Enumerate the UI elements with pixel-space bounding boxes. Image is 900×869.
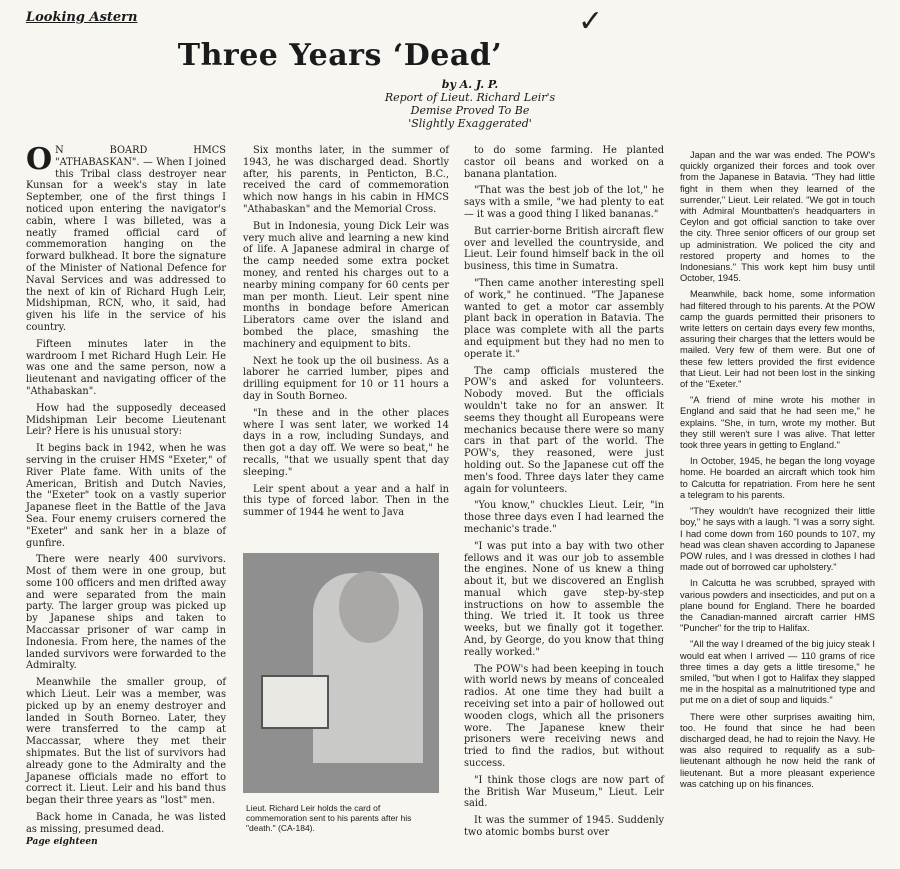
column-3	[464, 145, 664, 844]
column-2	[243, 145, 449, 524]
article-photo	[243, 553, 439, 793]
paragraph: "In these and in the other places where I was sent later, we worked 14 days in a row, including Sundays, and then got a day off. We were so beat," he recalls, "that we usually spent that day sleeping."	[243, 407, 449, 478]
section-heading: Looking Astern	[26, 10, 138, 25]
column-4	[680, 150, 875, 795]
paragraph: "They wouldn't have recognized their little boy," he says with a laugh. "I was a sorry sight. I had come down from 160 pounds to 107, my head was clean shaven according to Japanese POW rules, and I was dressed in clothes I had made out of borrowed car upholstery."	[680, 506, 875, 573]
subtitle-line: Report of Lieut. Richard Leir's	[384, 91, 556, 104]
subtitle-line: Demise Proved To Be	[410, 104, 530, 117]
photo-card	[261, 675, 329, 729]
photo-caption: Lieut. Richard Leir holds the card of commemoration sent to his parents after his "death." (CA-184).	[246, 803, 412, 833]
paragraph: There were nearly 400 survivors. Most of them were in one group, but some 100 officers and men drifted away and were separated from the main party. The larger group was picked up by Japanese ships and taken to Maccassar prisoner of war camp in Indonesia. From here, the names of the landed survivors were forwarded to the Admiralty.	[26, 554, 226, 672]
paragraph: "Then came another interesting spell of work," he continued. "The Japanese wanted to get a motor car assembly plant back in operation in Batavia. The place was complete with all the parts and equipment but they had no men to operate it."	[464, 277, 664, 360]
paragraph: Next he took up the oil business. As a laborer he carried lumber, pipes and drilling equipment for 10 or 11 hours a day in South Borneo.	[243, 355, 449, 402]
paragraph: O N BOARD HMCS "ATHABASKAN". — When I joined this Tribal class destroyer near Kunsan for a week's stay in late September, one of the first things I noticed upon entering the navigator's cabin, where I was billeted, was a neatly framed official card of commemoration hanging on the forward bulkhead. It bore the signature of the Minister of National Defence for Naval Services and was addressed to the next of kin of Richard Hugh Leir, Midshipman, RCN, who, it said, had given his life in the service of his country.	[26, 142, 226, 333]
paragraph: Japan and the war was ended. The POW's quickly organized their forces and took over from the Japanese in Batavia. "They had little fight in them when they learned of the surrender," Lieut. Leir related. "We got in touch with Admiral Mountbatten's headquarters in Ceylon and got official sanction to take over the city. Three senior officers of our group set up administration. We policed the city and restored property and homes to the Indonesians." This work kept him busy until October, 1945.	[680, 150, 875, 284]
paragraph: How had the supposedly deceased Midshipman Leir become Lieutenant Leir? Here is his unusual story:	[26, 402, 226, 438]
column-1	[26, 142, 226, 841]
paragraph: "A friend of mine wrote his mother in England and said that he had seen me," he explains. "She, in turn, wrote my mother. But they still weren't sure I was alive. That letter took three years in getting to England."	[680, 395, 875, 451]
paragraph: It begins back in 1942, when he was serving in the cruiser HMS "Exeter," of River Plate fame. With units of the American, British and Dutch Navies, the "Exeter" took on a vastly superior Japanese fleet in the Battle of the Java Sea. Four enemy cruisers cornered the "Exeter" and sank her in a blaze of gunfire.	[26, 443, 226, 549]
paragraph: But in Indonesia, young Dick Leir was very much alive and learning a new kind of life. A Japanese admiral in charge of the camp needed some extra pocket money, and rented his charges out to a nearby mining company for 60 cents per man per month. Lieut. Leir spent nine months in bondage before American Liberators came over the island and bombed the place, smashing the machinery and equipment to bits.	[243, 220, 449, 350]
article-title: Three Years ‘Dead’	[177, 38, 503, 73]
paragraph: The POW's had been keeping in touch with world news by means of concealed radios. At one time they had built a receiving set into a pair of hollowed out wooden clogs, which all the prisoners wore. The Japanese knew their prisoners were receiving news and tried to find the radios, but without success.	[464, 663, 664, 770]
photo-head	[339, 571, 399, 643]
paragraph: It was the summer of 1945. Suddenly two atomic bombs burst over	[464, 815, 664, 839]
drop-cap: O	[26, 142, 53, 177]
paragraph: Leir spent about a year and a half in this type of forced labor. Then in the summer of 1944 he went to Java	[243, 483, 449, 519]
paragraph: "That was the best job of the lot," he says with a smile, "we had plenty to eat — it was a good thing I liked bananas."	[464, 185, 664, 220]
paragraph: Fifteen minutes later in the wardroom I met Richard Hugh Leir. He was one and the same person, now a lieutenant and navigating officer of the "Athabaskan".	[26, 338, 226, 397]
paragraph: "I think those clogs are now part of the British War Museum," Lieut. Leir said.	[464, 774, 664, 810]
byline	[260, 78, 680, 130]
paragraph: The camp officials mustered the POW's and asked for volunteers. Nobody moved. But the officials wouldn't take no for an answer. It seems they thought all Europeans were mechanics because there were so many cars in that part of the world. The POW's, they reasoned, were just holding out. So the Japanese cut off the men's food. Three days later they came again for volunteers.	[464, 365, 664, 495]
paragraph: Meanwhile, back home, some information had filtered through to his parents. At the POW camp the guards permitted their prisoners to write letters on certain days every few months, assuring their charges that the letters would be mailed. Very few of them were. But one of these few letters provided the first evidence that Lieut. Leir had not been lost in the sinking of the "Exeter."	[680, 289, 875, 390]
checkmark-icon: ✓	[578, 4, 604, 39]
subtitle-line: 'Slightly Exaggerated'	[408, 117, 532, 130]
page-footer: Page eighteen	[26, 837, 98, 847]
paragraph: to do some farming. He planted castor oil beans and worked on a banana plantation.	[464, 145, 664, 180]
paragraph: Six months later, in the summer of 1943, he was discharged dead. Shortly after, his parents, in Penticton, B.C., received the card of commemoration which now hangs in his cabin in HMCS "Athabaskan" and the Memorial Cross.	[243, 145, 449, 215]
paragraph: But carrier-borne British aircraft flew over and levelled the countryside, and Lieut. Leir found himself back in the oil business, this time in Sumatra.	[464, 225, 664, 273]
paragraph: There were other surprises awaiting him, too. He found that since he had been discharged dead, he had to rejoin the Navy. He was also required to requalify as a sub-lieutenant although he now held the rank of lieutenant. But a more pleasant experience was catching up on his finances.	[680, 711, 875, 789]
paragraph: "You know," chuckles Lieut. Leir, "in those three days even I had learned the mechanic's trade."	[464, 500, 664, 535]
paragraph: Meanwhile the smaller group, of which Lieut. Leir was a member, was picked up by an enemy destroyer and landed in South Borneo. Later, they were transferred to the camp at Maccassar, where they met their shipmates. But the list of survivors had already gone to the Admiralty and the Japanese officials made no effort to correct it. Lieut. Leir and his band thus began their three years as "lost" men.	[26, 677, 226, 807]
author: by A. J. P.	[441, 78, 499, 91]
paragraph: "All the way I dreamed of the big juicy steak I would eat when I arrived — 110 grams of rice three times a day gets a little tiresome," he smiled, "but when I got to Halifax they slapped me in the hospital as a malnutritioned type and put me on a diet of soup and liquids."	[680, 639, 875, 706]
paragraph: In October, 1945, he began the long voyage home. He boarded an aircraft which took him to Calcutta for repatriation. From here he sent a telegram to his parents.	[680, 456, 875, 500]
paragraph: In Calcutta he was scrubbed, sprayed with various powders and insecticides, and put on a plane bound for England. There he boarded the Canadian-manned aircraft carrier HMS "Puncher" for the trip to Halifax.	[680, 578, 875, 634]
paragraph: "I was put into a bay with two other fellows and it was our job to assemble the engines. None of us knew a thing about it, but we discovered an English manual which gave step-by-step instructions on how to assemble the thing. We tried it. It took us three weeks, but we finally got it together. And, by George, do you know that thing really worked."	[464, 540, 664, 658]
paragraph: Back home in Canada, he was listed as missing, presumed dead.	[26, 812, 226, 835]
